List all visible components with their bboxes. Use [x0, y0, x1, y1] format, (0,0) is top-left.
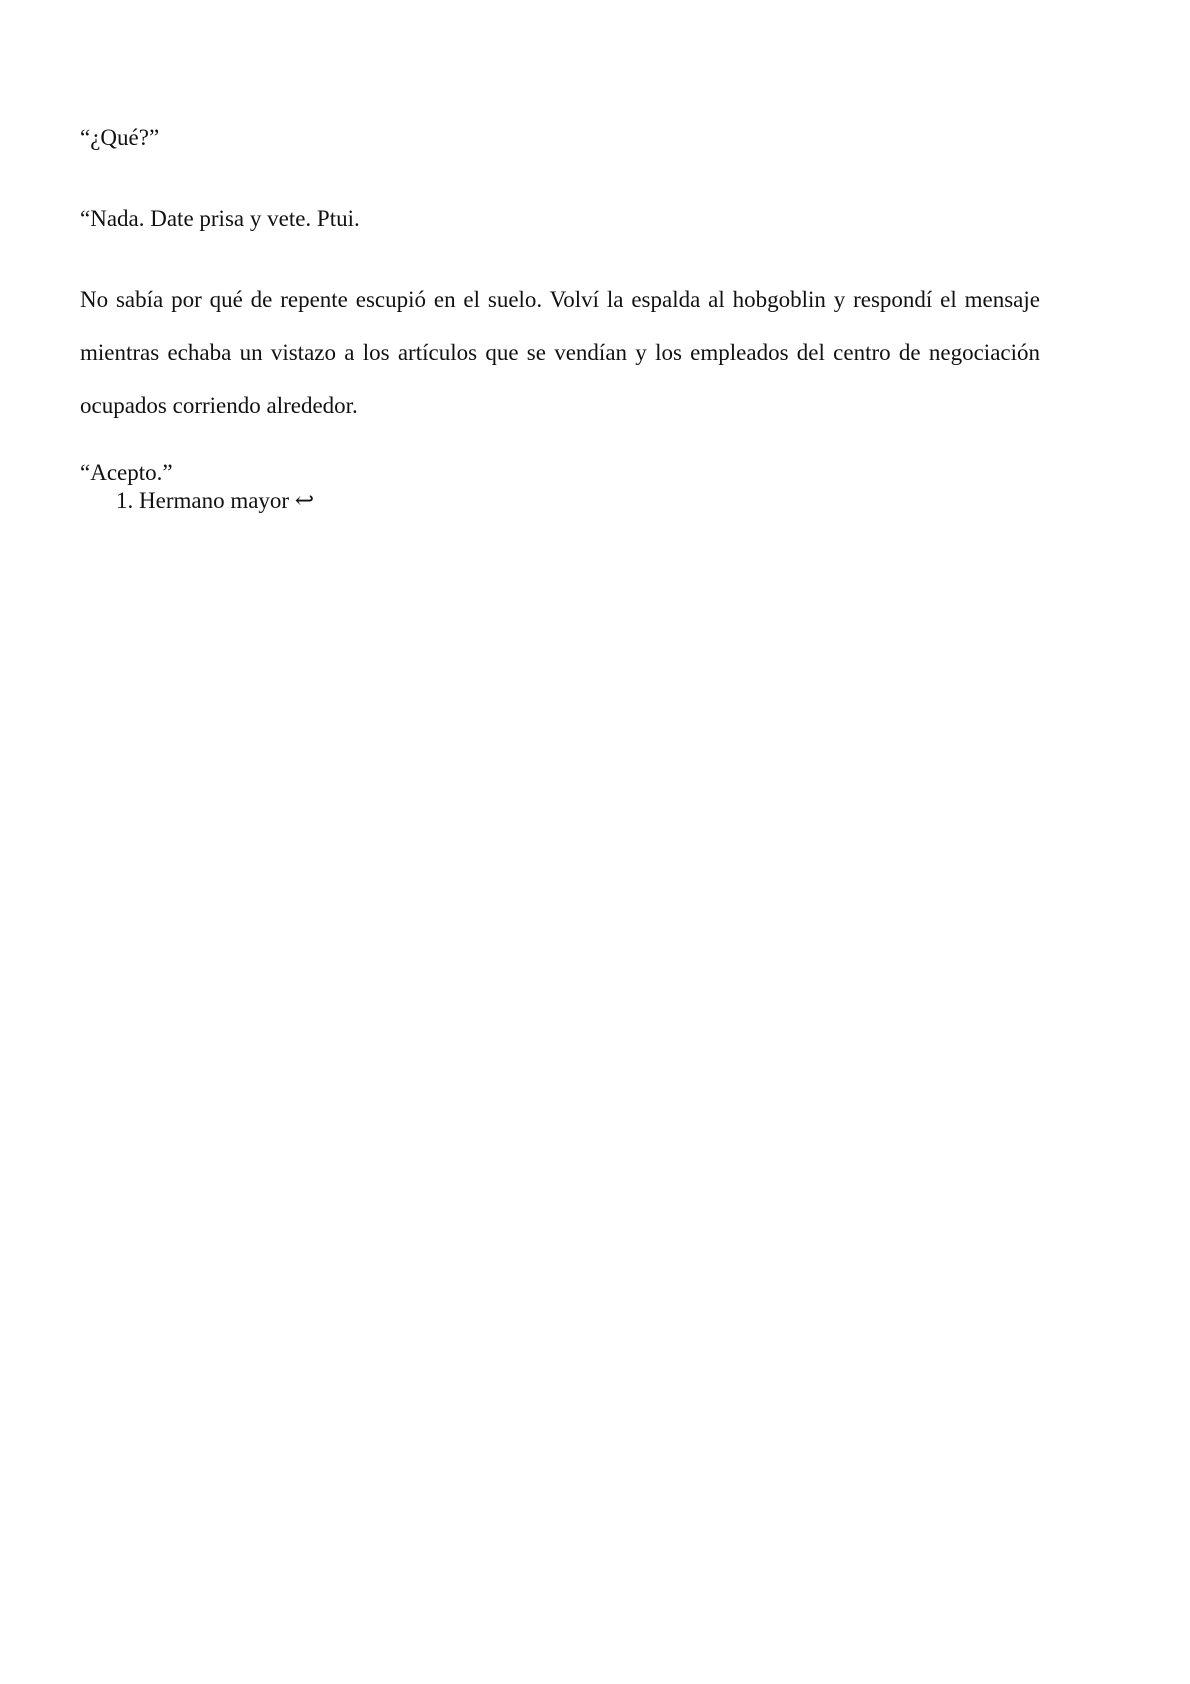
footnote-number: 1. [116, 488, 134, 513]
paragraph-nada: “Nada. Date prisa y vete. Ptui. [80, 206, 360, 231]
paragraph-acepto: “Acepto.” [80, 460, 173, 485]
footnote-text: Hermano mayor [139, 488, 290, 513]
paragraph-narration: No sabía por qué de repente escupió en el suelo. Volví la espalda al hobgoblin y respondí el mensaje mientras echaba un vistazo a los artículos que se vendían y los empleados del centro de negociación ocupados corriendo alrededor. [80, 287, 1040, 418]
footnote-item [116, 487, 314, 515]
footnote-backref-icon[interactable]: ↩ [294, 488, 315, 513]
paragraph-que: “¿Qué?” [80, 125, 160, 150]
